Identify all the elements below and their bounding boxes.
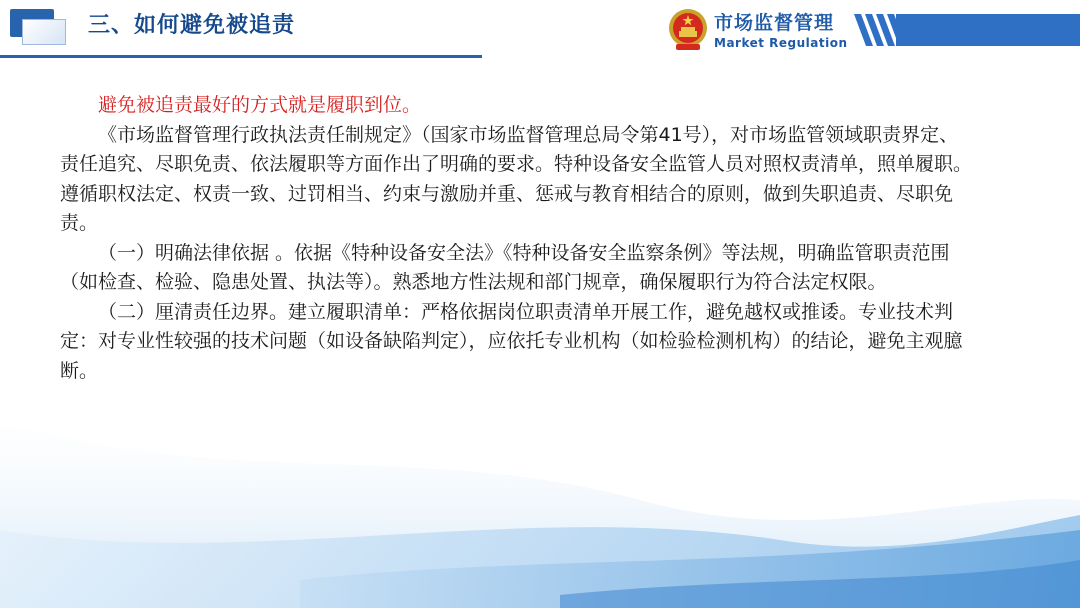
paragraph-regulation: 《市场监督管理行政执法责任制规定》（国家市场监督管理总局令第41号），对市场监管领域职责界定、责任追究、尽职免责、依法履职等方面作出了明确的要求。特种设备安全监管人员对照权责清单，照单履职。遵循职权法定、权责一致、过罚相当、约束与激励并重、惩戒与教育相结合的原则，做到失职追责、尽职免责。 (60, 123, 973, 234)
title-underline (0, 55, 482, 58)
slide-body (60, 91, 975, 386)
wave-decoration (0, 380, 1080, 608)
title-decoration-icon (10, 9, 68, 47)
logo-banner-bar (896, 14, 1080, 46)
logo-name-cn: 市场监督管理 (714, 12, 835, 34)
logo-name-en: Market Regulation (714, 36, 848, 50)
national-emblem-icon (668, 6, 708, 52)
lead-sentence: 避免被追责最好的方式就是履职到位。 (98, 94, 422, 116)
market-regulation-logo (664, 6, 1080, 56)
paragraph-legal-basis: （一）明确法律依据 。依据《特种设备安全法》《特种设备安全监察条例》等法规，明确监管职责范围（如检查、检验、隐患处置、执法等）。熟悉地方性法规和部门规章，确保履职行为符合法定权限。 (60, 241, 950, 293)
slide-title: 三、如何避免被追责 (88, 12, 296, 38)
paragraph-responsibility-boundary: （二）厘清责任边界。建立履职清单：严格依据岗位职责清单开展工作，避免越权或推诿。专业技术判定：对专业性较强的技术问题（如设备缺陷判定），应依托专业机构（如检验检测机构）的结论，避免主观臆断。 (60, 300, 963, 382)
